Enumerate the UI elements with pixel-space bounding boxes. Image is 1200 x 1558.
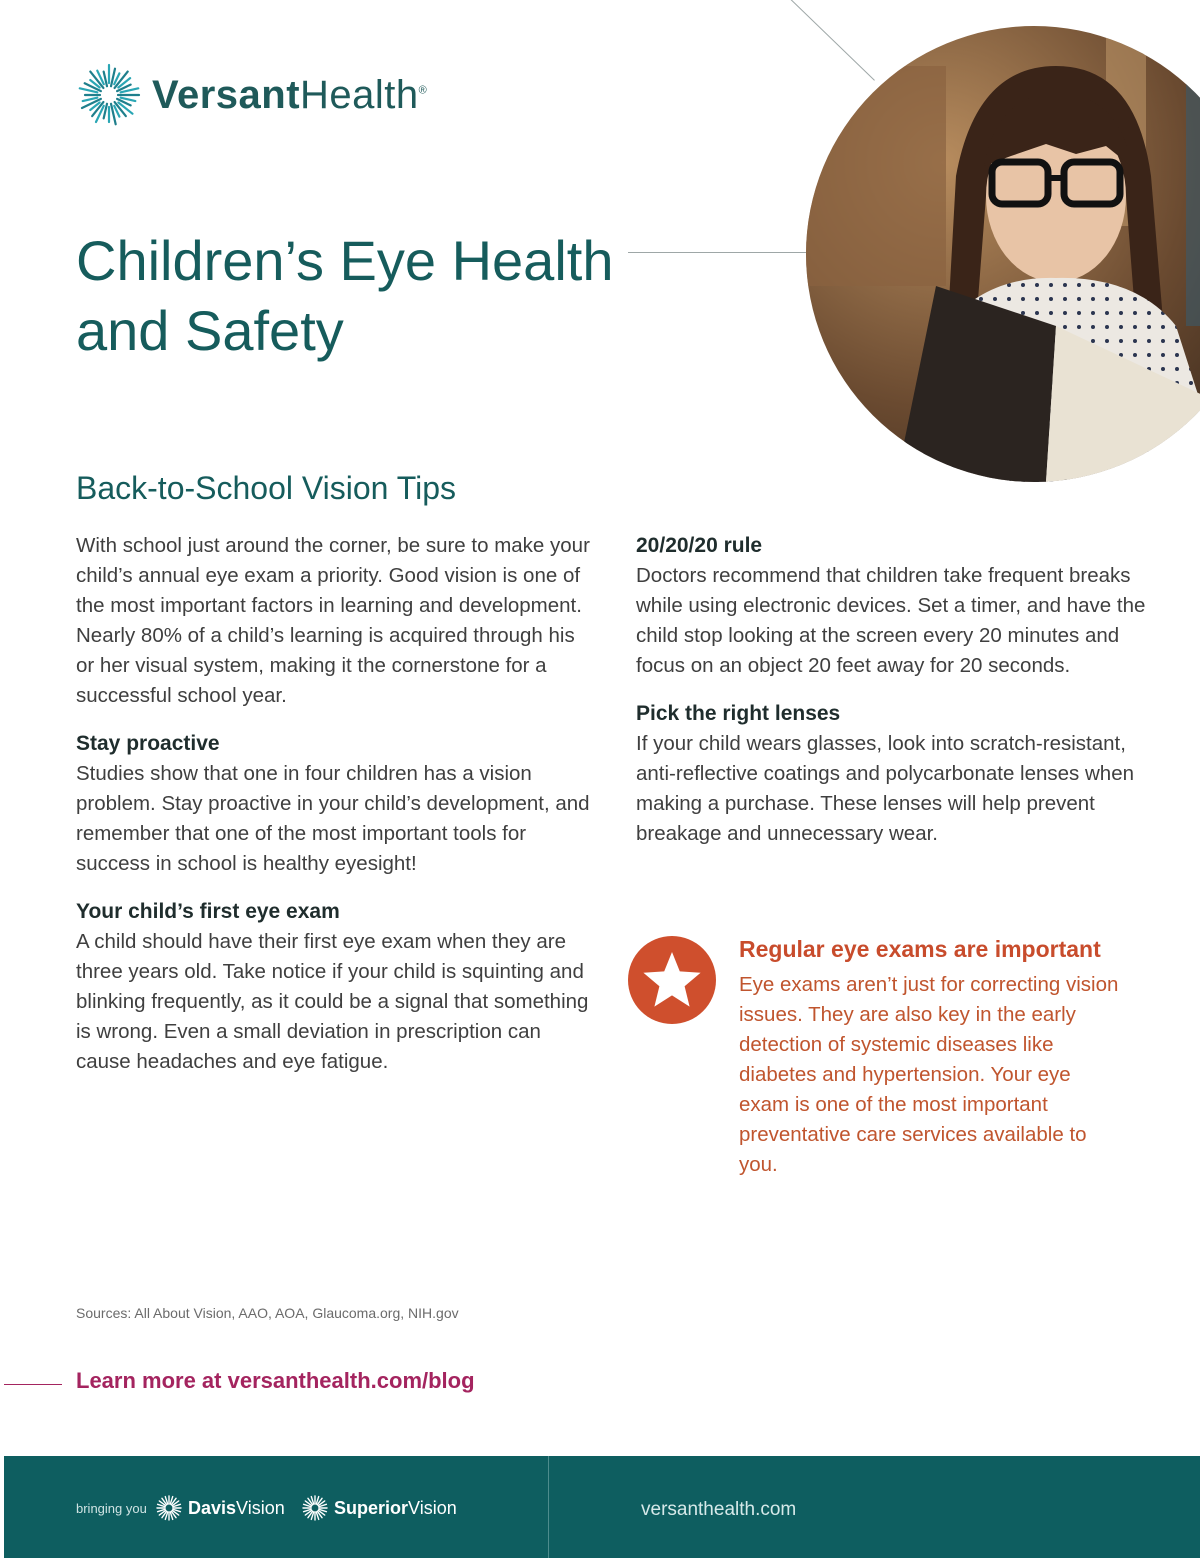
intro-paragraph: With school just around the corner, be sure to make your child’s annual eye exam a priority. Good vision is one of the most important factors in learning and development. Nearly 80% of a child’s learning is acquired through his or her visual system, making it the cornerstone for a successful school year. (76, 534, 590, 707)
learn-more-rule (4, 1384, 62, 1385)
logo-wordmark: VersantHealth® (152, 72, 428, 117)
callout-box (739, 932, 1139, 1180)
stay-proactive-section (76, 729, 596, 879)
left-column (76, 531, 596, 1095)
bringing-you-label: bringing you (76, 1501, 147, 1516)
right-lenses-section (636, 699, 1146, 849)
child-reading-photo (806, 26, 1200, 482)
section-heading: Pick the right lenses (636, 702, 841, 725)
brand-logo (76, 62, 427, 128)
first-eye-exam-section (76, 897, 596, 1077)
section-heading: Your child’s first eye exam (76, 900, 340, 923)
footer-divider (548, 1456, 549, 1558)
learn-more-link[interactable]: Learn more at versanthealth.com/blog (76, 1368, 475, 1393)
right-column (636, 531, 1146, 867)
section-subtitle: Back-to-School Vision Tips (76, 470, 457, 506)
section-body: Doctors recommend that children take frequent breaks while using electronic devices. Set a timer, and have the child stop looking at the screen every 20 minutes and focus on an object 20 feet away for 20 seconds. (636, 564, 1146, 677)
section-body: Studies show that one in four children has a vision problem. Stay proactive in your child’s development, and remember that one of the most important tools for success in school is healthy eyesight! (76, 762, 590, 875)
starburst-icon (156, 1495, 182, 1521)
callout-body: Eye exams aren’t just for correcting vision issues. They are also key in the early detection of systemic diseases like diabetes and hypertension. Your eye exam is one of the most important preventative care services available to you. (739, 973, 1119, 1176)
section-body: If your child wears glasses, look into scratch-resistant, anti-reflective coatings and polycarbonate lenses when making a purchase. These lenses will help prevent breakage and unnecessary wear. (636, 732, 1134, 845)
title-rule (628, 252, 806, 253)
twenty-rule-section (636, 531, 1146, 681)
footer-website-link[interactable]: versanthealth.com (641, 1499, 797, 1520)
section-body: A child should have their first eye exam when they are three years old. Take notice if your child is squinting and blinking frequently, as it could be a signal that something is wrong. Even a small deviation in prescription can cause headaches and eye fatigue. (76, 930, 589, 1073)
starburst-logo-icon (76, 62, 142, 128)
section-heading: 20/20/20 rule (636, 534, 763, 557)
section-heading: Stay proactive (76, 732, 220, 755)
davisvision-logo: Davis Vision (156, 1495, 285, 1521)
star-icon (628, 936, 716, 1024)
superiorvision-logo: Superior Vision (302, 1495, 457, 1521)
callout-heading: Regular eye exams are important (739, 936, 1101, 962)
sources-note: Sources: All About Vision, AAO, AOA, Glaucoma.org, NIH.gov (76, 1305, 459, 1321)
decorative-line (789, 0, 875, 81)
starburst-icon (302, 1495, 328, 1521)
page-title: Children’s Eye Health and Safety (76, 229, 614, 362)
